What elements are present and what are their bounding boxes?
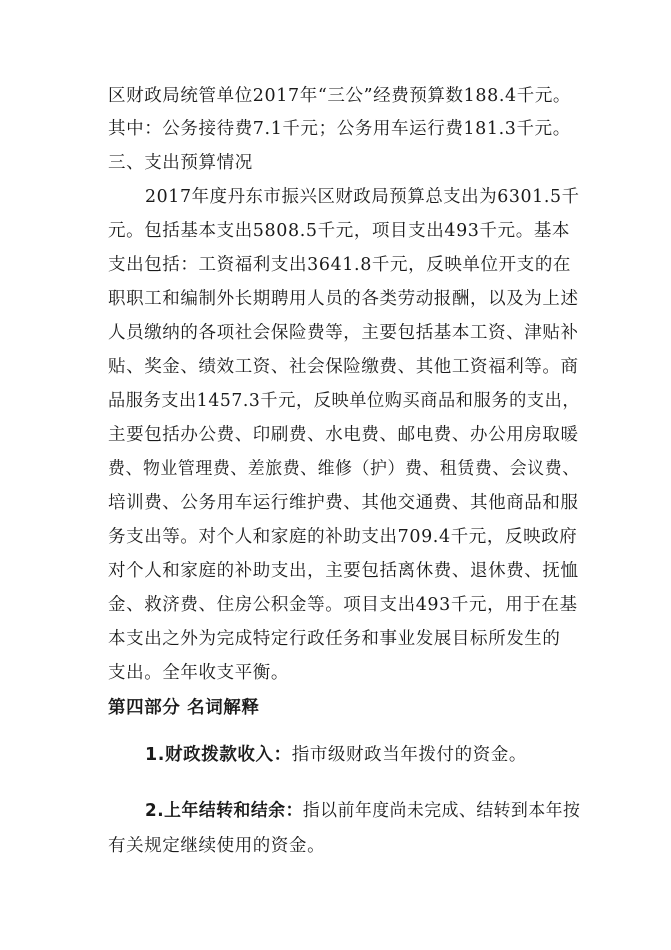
paragraph-line: 贴、奖金、绩效工资、社会保险缴费、其他工资福利等。商	[108, 357, 579, 377]
term-1-label: 1.财政拨款收入：	[145, 745, 292, 765]
paragraph-line: 务支出等。对个人和家庭的补助支出709.4千元，反映政府	[108, 527, 578, 547]
paragraph-line: 费、物业管理费、差旅费、维修（护）费、租赁费、会议费、	[108, 459, 580, 479]
paragraph-line: 品服务支出1457.3千元，反映单位购买商品和服务的支出，	[108, 391, 581, 411]
paragraph-line: 支出包括：工资福利支出3641.8千元，反映单位开支的在	[108, 255, 572, 275]
term-2	[145, 799, 580, 823]
paragraph-line: 支出。全年收支平衡。	[108, 663, 289, 683]
paragraph-line: 区财政局统管单位2017年“三公”经费预算数188.4千元。	[108, 86, 572, 106]
paragraph-line: 对个人和家庭的补助支出，主要包括离休费、退休费、抚恤	[108, 561, 579, 581]
paragraph-line: 培训费、公务用车运行维护费、其他交通费、其他商品和服	[108, 493, 579, 513]
part-heading: 第四部分 名词解释	[108, 698, 260, 718]
paragraph-line: 金、救济费、住房公积金等。项目支出493千元，用于在基	[108, 595, 578, 615]
paragraph-line: 主要包括办公费、印刷费、水电费、邮电费、办公用房取暖	[108, 425, 579, 445]
term-1-text: 指市级财政当年拨付的资金。	[291, 745, 528, 765]
term-2-label: 2.上年结转和结余：	[145, 801, 303, 821]
term-2-text: 指以前年度尚未完成、结转到本年按	[302, 801, 581, 821]
term-2-continuation: 有关规定继续使用的资金。	[108, 836, 326, 856]
paragraph-line: 元。包括基本支出5808.5千元，项目支出493千元。基本	[108, 221, 571, 241]
paragraph-line: 本支出之外为完成特定行政任务和事业发展目标所发生的	[108, 629, 561, 649]
paragraph-line: 职职工和编制外长期聘用人员的各类劳动报酬，以及为上述	[108, 289, 579, 309]
paragraph-line: 2017年度丹东市振兴区财政局预算总支出为6301.5千	[145, 187, 580, 207]
paragraph-line: 人员缴纳的各项社会保险费等，主要包括基本工资、津贴补	[108, 323, 579, 343]
term-1	[145, 743, 527, 767]
paragraph-line: 其中：公务接待费7.1千元；公务用车运行费181.3千元。	[108, 119, 571, 139]
section-heading: 三、支出预算情况	[108, 153, 253, 173]
